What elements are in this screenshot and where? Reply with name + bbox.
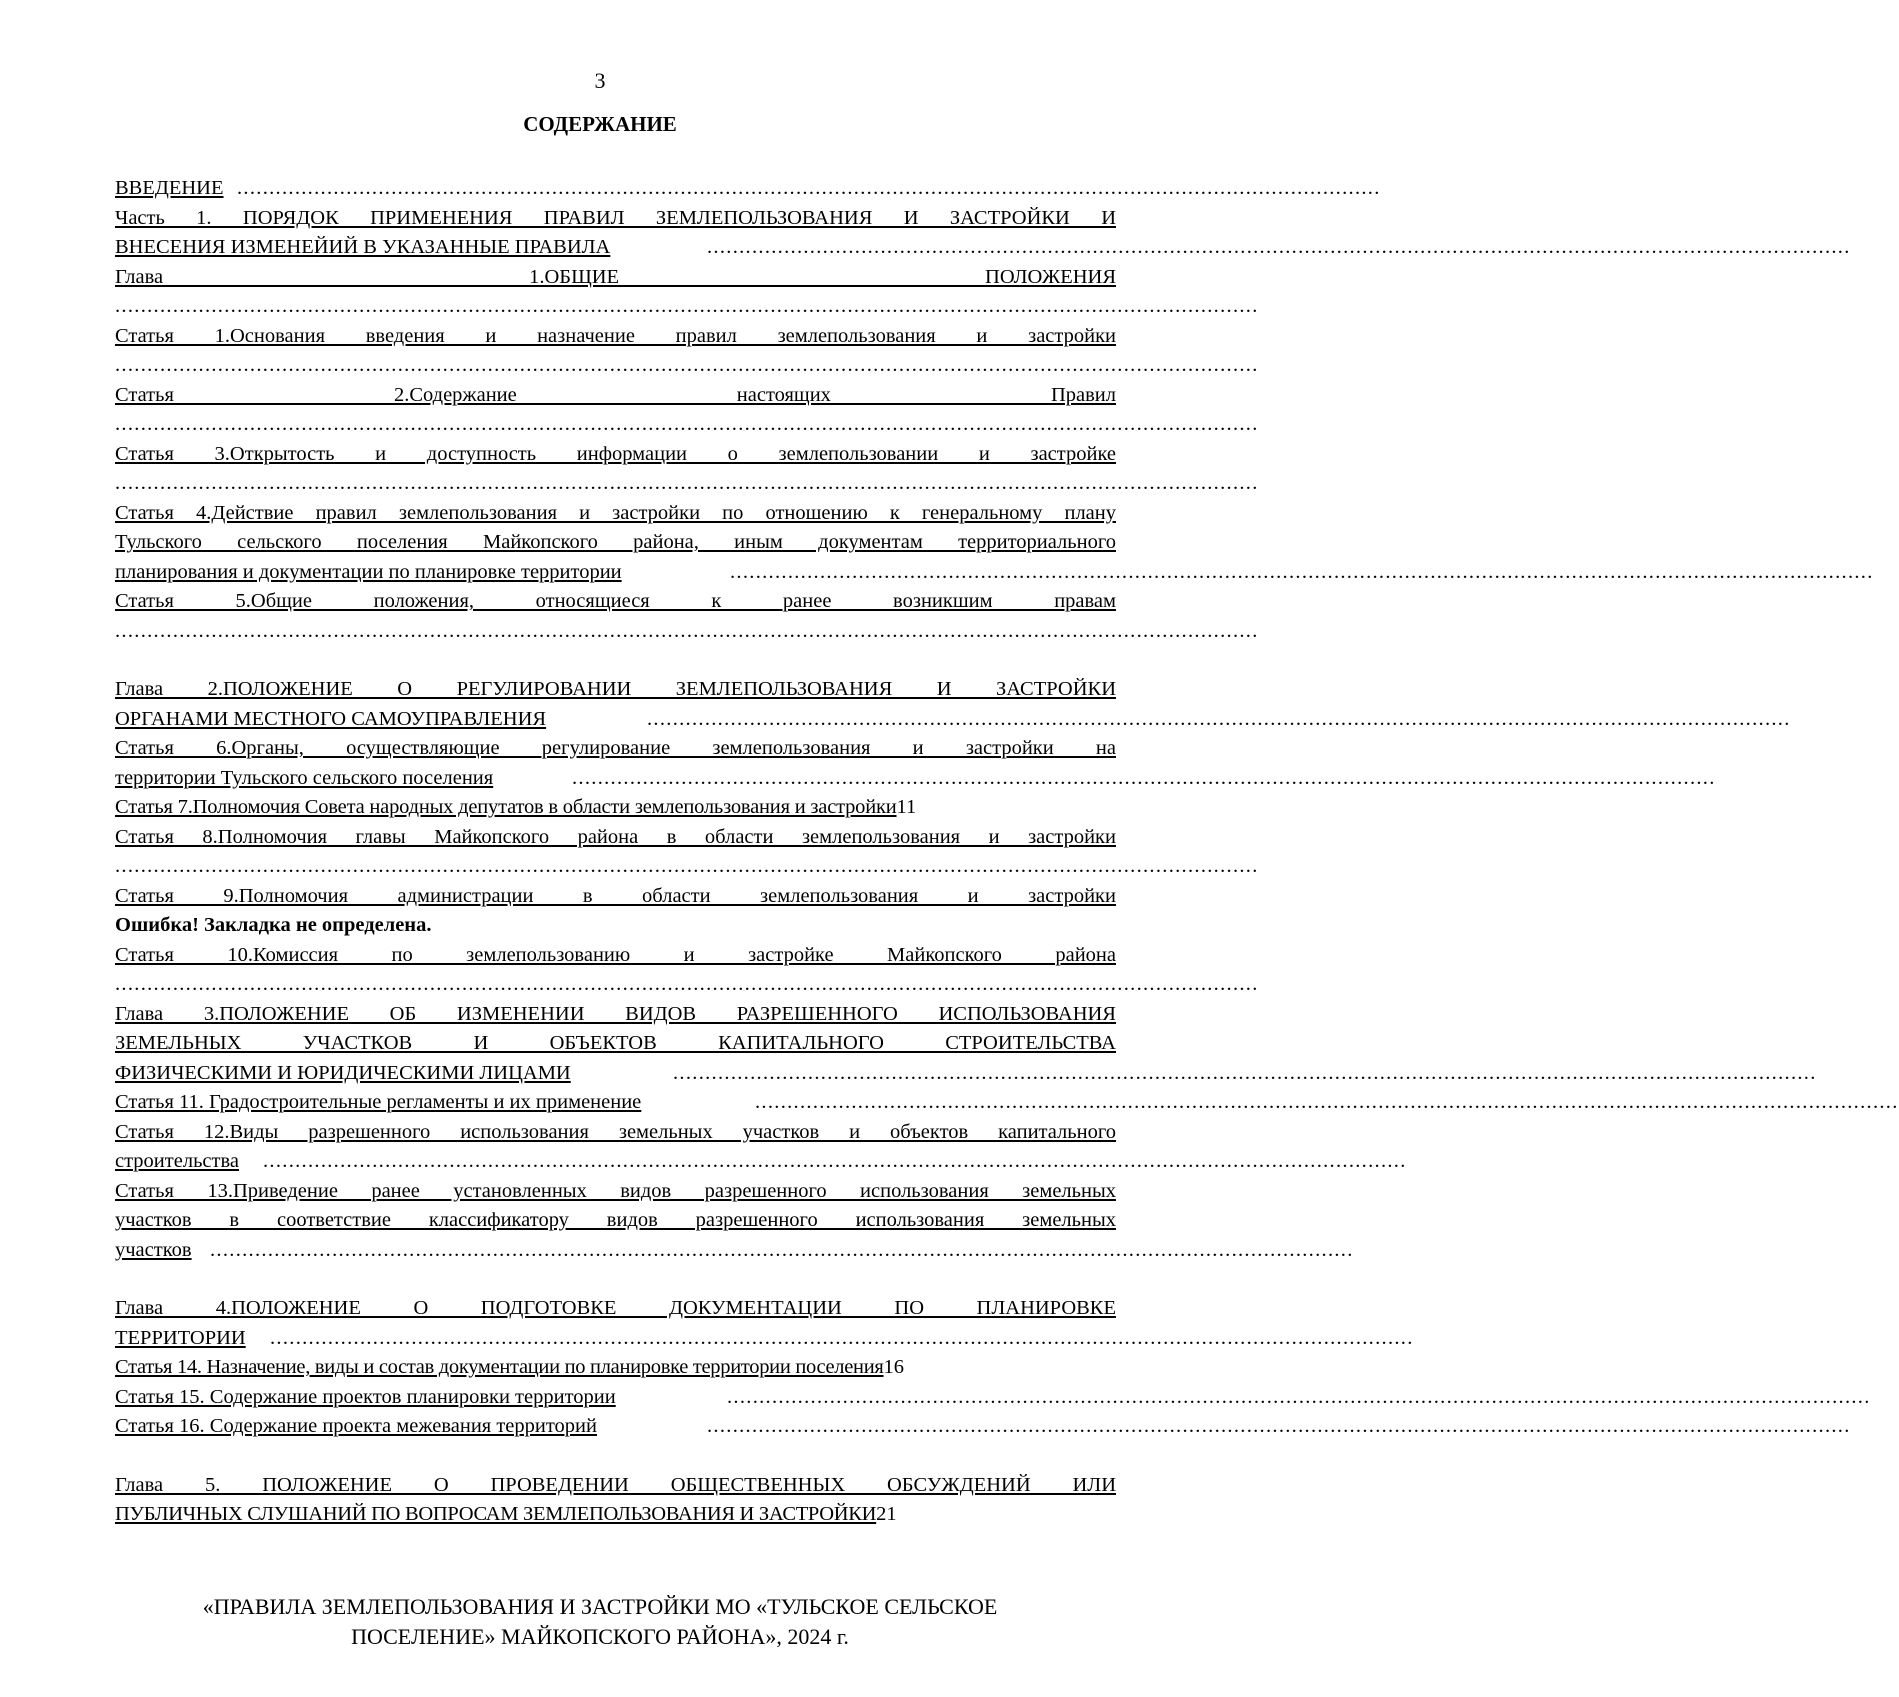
dot-leader: .................................................................................................................................................................................. bbox=[115, 472, 1259, 494]
toc-entry-article-9[interactable] bbox=[115, 882, 1116, 912]
toc-entry-title[interactable]: Глава 5. ПОЛОЖЕНИЕ О ПРОВЕДЕНИИ ОБЩЕСТВЕННЫХ ОБСУЖДЕНИЙ ИЛИ bbox=[115, 1473, 1116, 1496]
toc-entry-article-3[interactable] bbox=[115, 440, 1116, 470]
toc-entry-chapter-3[interactable] bbox=[115, 1000, 1116, 1030]
dot-leader: .................................................................................................................................................................................. bbox=[237, 177, 1381, 199]
dot-leader: .................................................................................................................................................................................. bbox=[115, 413, 1259, 435]
toc-entry-title[interactable]: Статья 14. Назначение, виды и состав документации по планировке территории поселения bbox=[115, 1356, 884, 1378]
footer-line-2: ПОСЕЛЕНИЕ» МАЙКОПСКОГО РАЙОНА», 2024 г. bbox=[351, 1624, 849, 1649]
toc-entry-article-9-error bbox=[115, 911, 1116, 941]
toc-entry-title[interactable]: Статья 6.Органы, осуществляющие регулирование землепользования и застройки на bbox=[115, 737, 1116, 759]
toc-entry-chapter-1[interactable] bbox=[115, 263, 1116, 293]
toc-entry-title-cont[interactable]: ВНЕСЕНИЯ ИЗМЕНЕЙИЙ В УКАЗАННЫЕ ПРАВИЛА bbox=[115, 236, 611, 258]
toc-entry-title[interactable]: Статья 12.Виды разрешенного использования земельных участков и объектов капитального bbox=[115, 1120, 1116, 1143]
toc-entry-title-line2[interactable]: участков в соответствие классификатору видов разрешенного использования земельных bbox=[115, 1209, 1116, 1231]
toc-entry-chapter-3-line2[interactable] bbox=[115, 1029, 1116, 1059]
toc-entry-title[interactable]: Глава 1.ОБЩИЕ ПОЛОЖЕНИЯ bbox=[115, 265, 1116, 288]
dot-leader: .................................................................................................................................................................................. bbox=[115, 855, 1259, 877]
toc-entry-title[interactable]: Статья 10.Комиссия по землепользованию и застройке Майкопского района bbox=[115, 943, 1116, 966]
toc-entry-title[interactable]: Статья 8.Полномочия главы Майкопского района в области землепользования и застройки bbox=[115, 825, 1116, 848]
dot-leader: .................................................................................................................................................................................. bbox=[707, 1415, 1851, 1437]
toc-entry-chapter-4-cont[interactable] bbox=[115, 1324, 1414, 1354]
dot-leader: .................................................................................................................................................................................. bbox=[115, 354, 1259, 376]
toc-entry-title-line2[interactable]: ЗЕМЕЛЬНЫХ УЧАСТКОВ И ОБЪЕКТОВ КАПИТАЛЬНОГО СТРОИТЕЛЬСТВА bbox=[115, 1032, 1116, 1054]
toc-entry-article-5[interactable] bbox=[115, 587, 1116, 617]
dot-leader: .................................................................................................................................................................................. bbox=[707, 236, 1851, 258]
toc-entry-title[interactable]: Часть 1. ПОРЯДОК ПРИМЕНЕНИЯ ПРАВИЛ ЗЕМЛЕПОЛЬЗОВАНИЯ И ЗАСТРОЙКИ И bbox=[115, 206, 1116, 229]
dot-leader: .................................................................................................................................................................................. bbox=[115, 295, 1259, 317]
dot-leader: .................................................................................................................................................................................. bbox=[210, 1238, 1354, 1261]
document-footer bbox=[0, 1592, 1200, 1652]
toc-entry-title[interactable]: Статья 9.Полномочия администрации в области землепользования и застройки bbox=[115, 884, 1116, 907]
toc-entry-article-11[interactable] bbox=[115, 1088, 1899, 1118]
toc-entry-title[interactable]: Статья 16. Содержание проекта межевания территорий bbox=[115, 1415, 598, 1437]
toc-entry-title-cont[interactable]: ПУБЛИЧНЫХ СЛУШАНИЙ ПО ВОПРОСАМ ЗЕМЛЕПОЛЬЗОВАНИЯ И ЗАСТРОЙКИ bbox=[115, 1503, 877, 1525]
toc-entry-title[interactable]: Глава 3.ПОЛОЖЕНИЕ ОБ ИЗМЕНЕНИИ ВИДОВ РАЗРЕШЕННОГО ИСПОЛЬЗОВАНИЯ bbox=[115, 1002, 1116, 1025]
dot-leader: .................................................................................................................................................................................. bbox=[727, 1385, 1871, 1408]
dot-leader: .................................................................................................................................................................................. bbox=[263, 1150, 1407, 1172]
toc-entry-title[interactable]: Статья 5.Общие положения, относящиеся к ранее возникшим правам bbox=[115, 590, 1116, 612]
toc-entry-article-12[interactable] bbox=[115, 1118, 1116, 1148]
toc-entry-title[interactable]: Статья 1.Основания введения и назначение правил землепользования и застройки bbox=[115, 324, 1116, 347]
dot-leader: .................................................................................................................................................................................. bbox=[755, 1091, 1899, 1113]
toc-entry-title-cont[interactable]: планирования и документации по планировке территории bbox=[115, 560, 622, 583]
spacer bbox=[115, 1265, 1116, 1294]
toc-entry-article-16[interactable] bbox=[115, 1412, 1851, 1442]
toc-entry-article-15[interactable] bbox=[115, 1383, 1871, 1413]
toc-entry-article-5-leader bbox=[115, 617, 1259, 647]
toc-entry-article-10-leader bbox=[115, 970, 1259, 1000]
dot-leader: .................................................................................................................................................................................. bbox=[647, 707, 1791, 730]
toc-page-number: 16 bbox=[883, 1356, 905, 1378]
toc-entry-title-cont[interactable]: участков bbox=[115, 1238, 192, 1261]
toc-entry-article-4[interactable] bbox=[115, 499, 1116, 529]
toc-entry-article-1-leader bbox=[115, 351, 1259, 381]
toc-entry-title-cont[interactable]: ТЕРРИТОРИИ bbox=[115, 1326, 246, 1349]
toc-entry-article-13-cont[interactable] bbox=[115, 1236, 1354, 1266]
toc-entry-article-13-line2[interactable] bbox=[115, 1206, 1116, 1236]
footer-line-1: «ПРАВИЛА ЗЕМЛЕПОЛЬЗОВАНИЯ И ЗАСТРОЙКИ МО «ТУЛЬСКОЕ СЕЛЬСКОЕ bbox=[202, 1594, 998, 1619]
table-of-contents bbox=[115, 174, 1899, 1530]
toc-entry-article-6-cont[interactable] bbox=[115, 764, 1716, 794]
toc-entry-article-4-cont[interactable] bbox=[115, 558, 1874, 588]
toc-entry-article-12-cont[interactable] bbox=[115, 1147, 1407, 1177]
toc-entry-chapter-3-cont[interactable] bbox=[115, 1059, 1817, 1089]
dot-leader: .................................................................................................................................................................................. bbox=[730, 560, 1874, 583]
toc-entry-title[interactable]: Статья 4.Действие правил землепользования и застройки по отношению к генеральному плану bbox=[115, 501, 1116, 524]
toc-entry-article-1[interactable] bbox=[115, 322, 1116, 352]
toc-entry-title-cont[interactable]: территории Тульского сельского поселения bbox=[115, 766, 494, 789]
toc-entry-title[interactable]: Статья 2.Содержание настоящих Правил bbox=[115, 383, 1116, 406]
toc-entry-title[interactable]: Статья 11. Градостроительные регламенты и их применение bbox=[115, 1091, 642, 1113]
toc-entry-title-line2[interactable]: Тульского сельского поселения Майкопского района, иным документам территориального bbox=[115, 531, 1116, 553]
toc-entry-article-10[interactable] bbox=[115, 941, 1116, 971]
toc-entry-title[interactable]: Статья 3.Открытость и доступность информации о землепользовании и застройке bbox=[115, 442, 1116, 465]
toc-entry-article-8-leader bbox=[115, 852, 1259, 882]
toc-entry-title-cont[interactable]: строительства bbox=[115, 1150, 239, 1172]
toc-page-number: 21 bbox=[876, 1503, 897, 1525]
dot-leader: .................................................................................................................................................................................. bbox=[270, 1326, 1414, 1349]
toc-entry-title-cont[interactable]: ФИЗИЧЕСКИМИ И ЮРИДИЧЕСКИМИ ЛИЦАМИ bbox=[115, 1061, 571, 1084]
page-number: 3 bbox=[594, 68, 606, 93]
toc-entry-part-1[interactable] bbox=[115, 204, 1116, 234]
toc-entry-title-cont[interactable]: ОРГАНАМИ МЕСТНОГО САМОУПРАВЛЕНИЯ bbox=[115, 707, 547, 730]
spacer bbox=[115, 1442, 1116, 1471]
toc-entry-chapter-2[interactable] bbox=[115, 675, 1116, 705]
toc-entry-chapter-1-leader bbox=[115, 292, 1259, 322]
toc-entry-chapter-5[interactable] bbox=[115, 1471, 1116, 1501]
toc-entry-article-2[interactable] bbox=[115, 381, 1116, 411]
dot-leader: .................................................................................................................................................................................. bbox=[115, 973, 1259, 995]
toc-entry-article-7[interactable] bbox=[115, 793, 1116, 823]
toc-entry-title[interactable]: Статья 13.Приведение ранее установленных видов разрешенного использования земельных bbox=[115, 1179, 1116, 1202]
toc-page-number: 11 bbox=[896, 796, 917, 818]
toc-entry-title[interactable]: Статья 15. Содержание проектов планировки территории bbox=[115, 1385, 616, 1408]
toc-entry-title[interactable]: Статья 7.Полномочия Совета народных депутатов в области землепользования и застройки bbox=[115, 796, 897, 818]
toc-entry-part-1-cont[interactable] bbox=[115, 233, 1851, 263]
toc-entry-title[interactable]: ВВЕДЕНИЕ bbox=[115, 177, 224, 199]
toc-entry-chapter-2-cont[interactable] bbox=[115, 705, 1791, 735]
toc-entry-article-14[interactable] bbox=[115, 1353, 1116, 1383]
toc-entry-title[interactable]: Глава 2.ПОЛОЖЕНИЕ О РЕГУЛИРОВАНИИ ЗЕМЛЕПОЛЬЗОВАНИЯ И ЗАСТРОЙКИ bbox=[115, 678, 1116, 700]
dot-leader: .................................................................................................................................................................................. bbox=[115, 619, 1259, 642]
toc-entry-article-4-line2[interactable] bbox=[115, 528, 1116, 558]
toc-entry-chapter-4[interactable] bbox=[115, 1294, 1116, 1324]
toc-entry-introduction[interactable] bbox=[115, 174, 1381, 204]
toc-entry-article-3-leader bbox=[115, 469, 1259, 499]
toc-entry-article-13[interactable] bbox=[115, 1177, 1116, 1207]
toc-entry-article-2-leader bbox=[115, 410, 1259, 440]
bookmark-error: Ошибка! Закладка не определена. bbox=[115, 914, 432, 936]
toc-entry-chapter-5-cont[interactable] bbox=[115, 1500, 1116, 1530]
toc-entry-article-8[interactable] bbox=[115, 823, 1116, 853]
dot-leader: .................................................................................................................................................................................. bbox=[572, 766, 1716, 789]
toc-heading: СОДЕРЖАНИЕ bbox=[523, 112, 677, 136]
toc-entry-article-6[interactable] bbox=[115, 734, 1116, 764]
spacer bbox=[115, 646, 1116, 675]
toc-entry-title[interactable]: Глава 4.ПОЛОЖЕНИЕ О ПОДГОТОВКЕ ДОКУМЕНТАЦИИ ПО ПЛАНИРОВКЕ bbox=[115, 1297, 1116, 1319]
dot-leader: .................................................................................................................................................................................. bbox=[673, 1061, 1817, 1084]
